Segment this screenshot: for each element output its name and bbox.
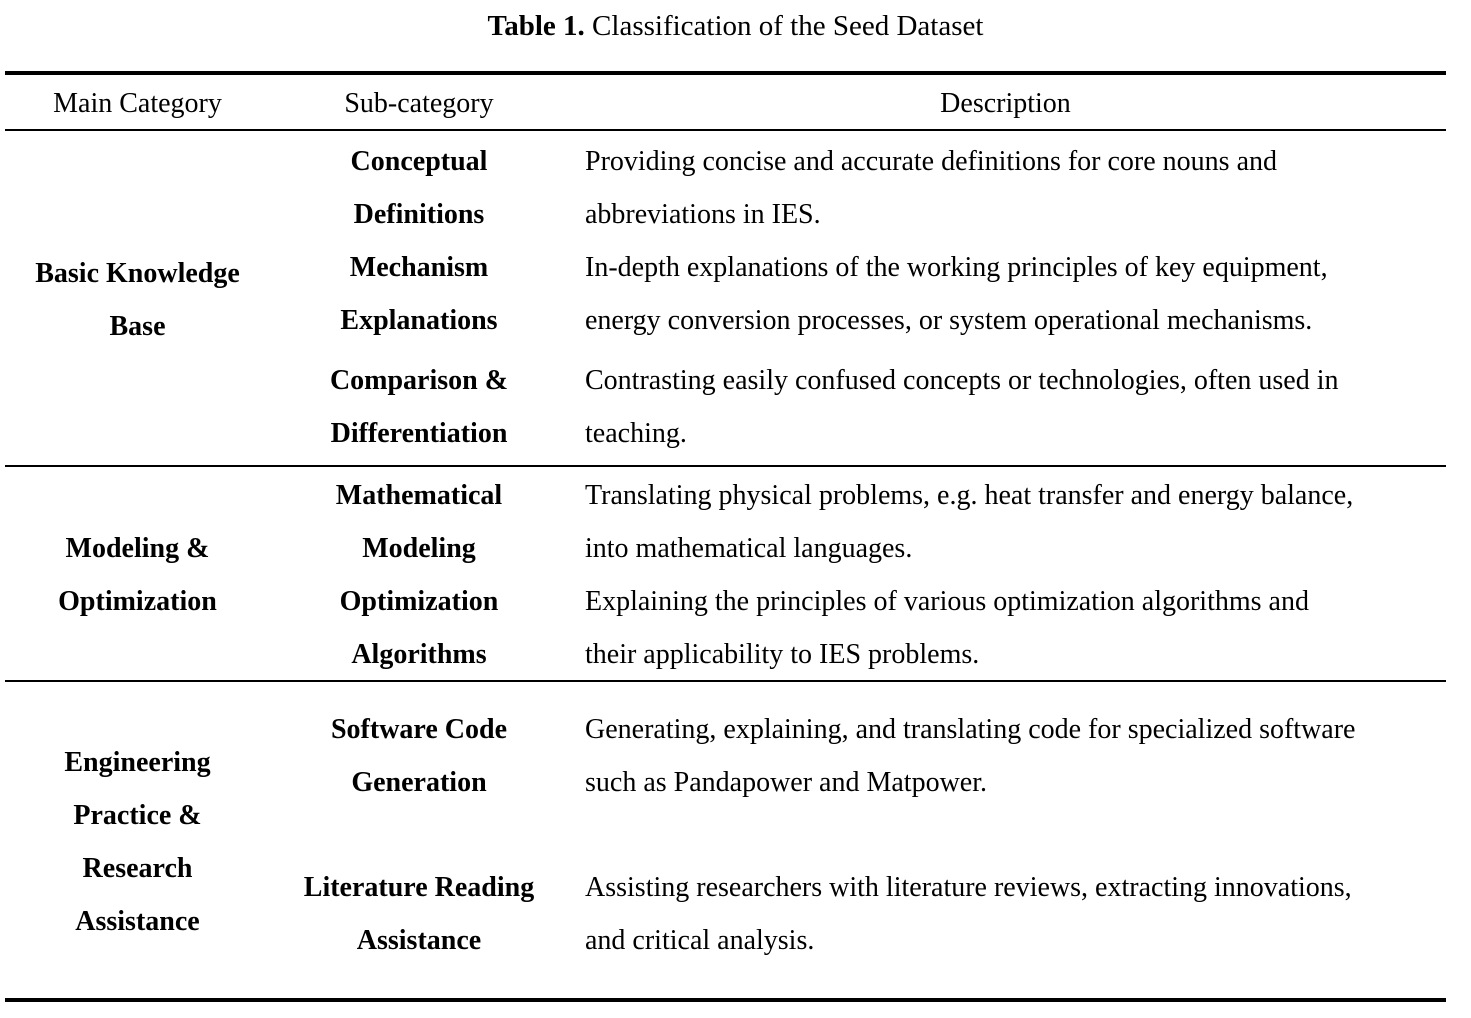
sub-category-literature-reading-assistance	[283, 861, 555, 967]
main-category-modeling-optimization	[5, 522, 270, 628]
main-line: Optimization	[58, 586, 217, 617]
sub-line: Comparison &	[329, 365, 509, 396]
sub-category-mechanism-explanations	[283, 241, 555, 347]
sub-line: Explanations	[340, 305, 498, 336]
desc-line: energy conversion processes, or system operational mechanisms.	[585, 305, 1313, 336]
main-line: Modeling &	[65, 533, 210, 564]
sub-line: Algorithms	[351, 639, 487, 670]
description-comparison-differentiation	[585, 354, 1445, 460]
desc-line: In-depth explanations of the working principles of key equipment,	[585, 252, 1328, 283]
main-line: Assistance	[75, 906, 200, 937]
caption-label: Table 1.	[487, 10, 585, 42]
description-mathematical-modeling	[585, 469, 1445, 575]
description-software-code-generation	[585, 703, 1445, 809]
header-description: Description	[940, 88, 1071, 119]
sub-line: Modeling	[362, 533, 476, 564]
group-divider	[5, 465, 1446, 467]
sub-line: Assistance	[356, 925, 482, 956]
main-line: Basic Knowledge	[35, 258, 240, 289]
sub-category-conceptual-definitions	[283, 135, 555, 241]
caption-text: Classification of the Seed Dataset	[592, 10, 984, 42]
desc-line: their applicability to IES problems.	[585, 639, 980, 670]
desc-line: such as Pandapower and Matpower.	[585, 767, 988, 798]
desc-line: teaching.	[585, 418, 687, 449]
desc-line: Translating physical problems, e.g. heat transfer and energy balance,	[585, 480, 1354, 511]
sub-line: Software Code	[330, 714, 507, 745]
sub-line: Conceptual	[350, 146, 488, 177]
sub-line: Definitions	[353, 199, 485, 230]
sub-category-comparison-differentiation	[283, 354, 555, 460]
desc-line: Explaining the principles of various optimization algorithms and	[585, 586, 1309, 617]
sub-line: Literature Reading	[303, 872, 535, 903]
desc-line: Generating, explaining, and translating code for specialized software	[585, 714, 1356, 745]
group-divider	[5, 680, 1446, 682]
sub-line: Mathematical	[335, 480, 503, 511]
sub-line: Mechanism	[349, 252, 489, 283]
main-category-engineering-practice	[5, 736, 270, 948]
header-sub-category: Sub-category	[344, 88, 494, 119]
sub-category-optimization-algorithms	[283, 575, 555, 681]
main-line: Engineering	[64, 747, 211, 778]
sub-category-mathematical-modeling	[283, 469, 555, 575]
description-mechanism-explanations	[585, 241, 1445, 347]
description-conceptual-definitions	[585, 135, 1445, 241]
sub-category-software-code-generation	[283, 703, 555, 809]
desc-line: and critical analysis.	[585, 925, 815, 956]
description-literature-reading-assistance	[585, 861, 1445, 967]
sub-line: Differentiation	[330, 418, 508, 449]
sub-line: Optimization	[339, 586, 499, 617]
desc-line: Providing concise and accurate definitions for core nouns and	[585, 146, 1278, 177]
header-main-category: Main Category	[53, 88, 222, 119]
main-line: Practice &	[73, 800, 202, 831]
sub-line: Generation	[351, 767, 487, 798]
table-caption	[0, 8, 1471, 44]
main-line: Base	[109, 311, 166, 342]
bottom-rule	[5, 998, 1446, 1002]
desc-line: abbreviations in IES.	[585, 199, 821, 230]
main-category-basic-knowledge	[5, 247, 270, 353]
main-line: Research	[82, 853, 193, 884]
header-rule	[5, 129, 1446, 131]
desc-line: into mathematical languages.	[585, 533, 913, 564]
description-optimization-algorithms	[585, 575, 1445, 681]
desc-line: Contrasting easily confused concepts or technologies, often used in	[585, 365, 1339, 396]
top-rule	[5, 71, 1446, 75]
desc-line: Assisting researchers with literature reviews, extracting innovations,	[585, 872, 1352, 903]
